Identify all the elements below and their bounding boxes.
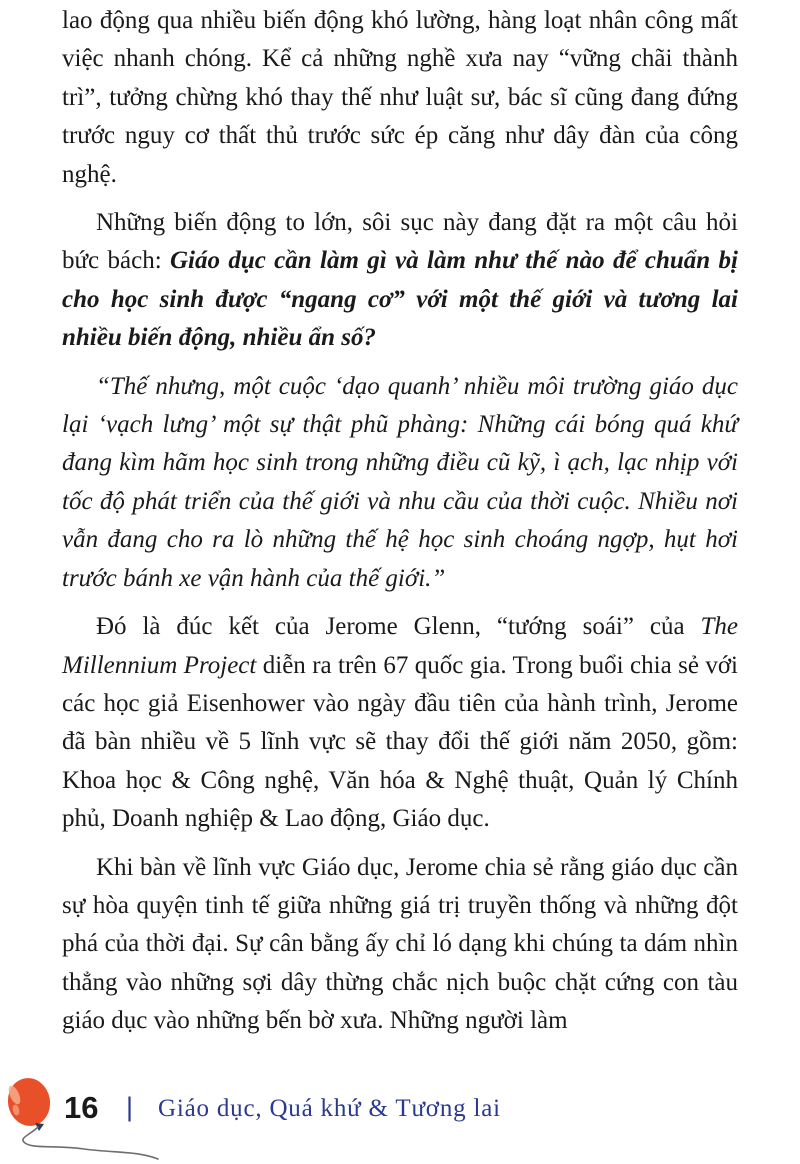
- text-segment: Đó là đúc kết của Jerome Glenn, “tướng soái” của: [96, 613, 701, 641]
- footer-separator: |: [126, 1092, 134, 1122]
- footer-book-title: Giáo dục, Quá khứ & Tương lai: [158, 1095, 501, 1122]
- paragraph: [62, 849, 738, 1041]
- paragraph: [62, 204, 738, 358]
- page-footer: [0, 1072, 800, 1160]
- text-segment: Giáo dục cần làm gì và làm như thế nào để chuẩn bị cho học sinh được “ngang cơ” với một thế giới và tương lai nhiều biến động, nhiều ẩn số?: [62, 247, 738, 352]
- page-number: 16: [64, 1090, 99, 1125]
- paragraph: [62, 608, 738, 838]
- text-segment: “Thế nhưng, một cuộc ‘dạo quanh’ nhiều môi trường giáo dục lại ‘vạch lưng’ một sự thật phũ phàng: Những cái bóng quá khứ đang kìm hãm học sinh trong những điều cũ kỹ, ì ạch, lạc nhịp với tốc độ phát triển của thế giới và nhu cầu của thời cuộc. Nhiều nơi vẫn đang cho ra lò những thế hệ học sinh choáng ngợp, hụt hơi trước bánh xe vận hành của thế giới.”: [62, 372, 738, 592]
- text-segment: The Millennium Project: [62, 613, 738, 679]
- paragraph: [62, 2, 738, 194]
- page-body: [62, 2, 738, 1051]
- text-segment: diễn ra trên 67 quốc gia. Trong buổi chia sẻ với các học giả Eisenhower vào ngày đầu tiên của hành trình, Jerome đã bàn nhiều về 5 lĩnh vực sẽ thay đổi thế giới năm 2050, gồm: Khoa học & Công nghệ, Văn hóa & Nghệ thuật, Quản lý Chính phủ, Doanh nghiệp & Lao động, Giáo dục.: [62, 651, 739, 833]
- text-segment: Những biến động to lớn, sôi sục này đang đặt ra một câu hỏi bức bách:: [62, 209, 738, 275]
- paragraph: [62, 368, 738, 598]
- text-segment: Khi bàn về lĩnh vực Giáo dục, Jerome chia sẻ rằng giáo dục cần sự hòa quyện tinh tế giữa những giá trị truyền thống và những đột phá của thời đại. Sự cân bằng ấy chỉ ló dạng khi chúng ta dám nhìn thẳng vào những sợi dây thừng chắc nịch buộc chặt cứng con tàu giáo dục vào những bến bờ xưa. Những người làm: [62, 853, 738, 1035]
- text-segment: lao động qua nhiều biến động khó lường, hàng loạt nhân công mất việc nhanh chóng. Kể cả những nghề xưa nay “vững chãi thành trì”, tưởng chừng khó thay thế như luật sư, bác sĩ cũng đang đứng trước nguy cơ thất thủ trước sức ép căng như dây đàn của công nghệ.: [62, 7, 738, 188]
